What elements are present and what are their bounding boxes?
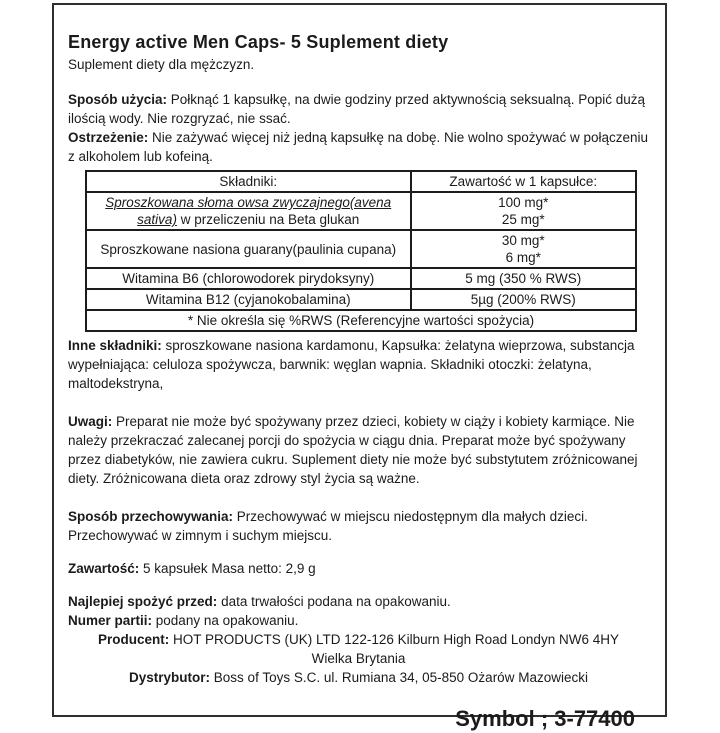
ingredient-name-rest: w przeliczeniu na Beta glukan	[180, 212, 360, 227]
producer-label: Producent:	[98, 632, 170, 647]
producer-country-line: Wielka Brytania	[311, 651, 406, 666]
warning-label: Ostrzeżenie:	[68, 130, 149, 145]
column-header-content: Zawartość w 1 kapsułce:	[411, 171, 637, 192]
ingredient-name-cell: Witamina B12 (cyjanokobalamina)	[86, 289, 411, 310]
other-ingredients-text: sproszkowane nasiona kardamonu, Kapsułka: żelatyna wieprzowa, substancja wypełniająca: celuloza spożywcza, barwnik: węglan wapnia. Składniki otoczki: żelatyna, maltodekstryna,	[68, 338, 635, 391]
ingredient-name-cell: Sproszkowane nasiona guarany(paulinia cupana)	[86, 230, 411, 268]
other-ingredients-label: Inne składniki:	[68, 338, 162, 353]
batch-number-text: podany na opakowaniu.	[155, 613, 299, 628]
best-before-line	[68, 592, 649, 611]
batch-number-label: Numer partii:	[68, 613, 153, 628]
ingredient-value-cell: 5 mg (350 % RWS)	[411, 268, 637, 289]
contents-line	[68, 559, 649, 578]
warning-paragraph	[68, 128, 649, 166]
ingredient-value: 30 mg*	[501, 233, 545, 248]
ingredient-name-cell	[86, 192, 411, 230]
producer-line	[68, 630, 649, 649]
table-footnote-row	[86, 310, 636, 331]
batch-number-line	[68, 611, 649, 630]
remarks-paragraph	[68, 412, 649, 488]
ingredient-value-cell: 5µg (200% RWS)	[411, 289, 637, 310]
contents-text: 5 kapsułek Masa netto: 2,9 g	[143, 561, 316, 576]
other-ingredients-paragraph	[68, 336, 649, 393]
storage-label: Sposób przechowywania:	[68, 509, 234, 524]
ingredient-value: 100 mg*	[498, 195, 549, 210]
warning-text: Nie zażywać więcej niż jedną kapsułkę na dobę. Nie wolno spożywać w połączeniu z alkoholem lub kofeiną.	[68, 130, 649, 164]
usage-paragraph	[68, 90, 649, 128]
column-header-ingredients: Składniki:	[86, 171, 411, 192]
ingredients-table	[85, 170, 637, 332]
storage-paragraph	[68, 507, 649, 545]
producer-text: HOT PRODUCTS (UK) LTD 122-126 Kilburn High Road Londyn NW6 4HY	[173, 632, 619, 647]
ingredient-value-cell	[411, 192, 637, 230]
supplement-label-page	[52, 3, 667, 731]
ingredient-name-cell: Witamina B6 (chlorowodorek pirydoksyny)	[86, 268, 411, 289]
storage-text: Przechowywać w miejscu niedostępnym dla małych dzieci. Przechowywać w zimnym i suchym miejscu.	[68, 509, 588, 543]
best-before-label: Najlepiej spożyć przed:	[68, 594, 218, 609]
table-header-row	[86, 171, 636, 192]
usage-label: Sposób użycia:	[68, 92, 168, 107]
distributor-line	[68, 668, 649, 687]
contents-label: Zawartość:	[68, 561, 140, 576]
page-subtitle: Suplement diety dla mężczyzn.	[68, 57, 255, 72]
usage-text: Połknąć 1 kapsułkę, na dwie godziny przed aktywnością seksualną. Popić dużą ilością wody. Nie rozgryzać, nie ssać.	[68, 92, 646, 126]
remarks-label: Uwagi:	[68, 414, 113, 429]
remarks-text: Preparat nie może być spożywany przez dzieci, kobiety w ciąży i kobiety karmiące. Nie należy przekraczać zalecanej porcji do spożycia w ciągu dnia. Preparat może być spożywany przez diabetyków, nie zawiera cukru. Suplement diety nie może być substytutem zróżnicowanej diety. Zróżnicowana dieta oraz zdrowy styl życia są ważne.	[68, 414, 638, 486]
ingredient-value: 25 mg*	[501, 212, 545, 227]
ingredient-value-cell	[411, 230, 637, 268]
distributor-label: Dystrybutor:	[129, 670, 211, 685]
table-row	[86, 192, 636, 230]
table-footnote: * Nie określa się %RWS (Referencyjne wartości spożycia)	[86, 310, 636, 331]
distributor-text: Boss of Toys S.C. ul. Rumiana 34, 05-850 Ożarów Mazowiecki	[213, 670, 588, 685]
table-row	[86, 289, 636, 310]
table-row	[86, 268, 636, 289]
symbol-code: Symbol ; 3-77400	[455, 706, 635, 731]
page-title: Energy active Men Caps- 5 Suplement diety	[68, 32, 449, 52]
best-before-text: data trwałości podana na opakowaniu.	[221, 594, 451, 609]
ingredient-latin-name: Sproszkowana słoma owsa zwyczajnego(avena sativa)	[105, 195, 392, 227]
table-row	[86, 230, 636, 268]
ingredient-value: 6 mg*	[505, 250, 541, 265]
bottom-info-block	[68, 592, 649, 687]
